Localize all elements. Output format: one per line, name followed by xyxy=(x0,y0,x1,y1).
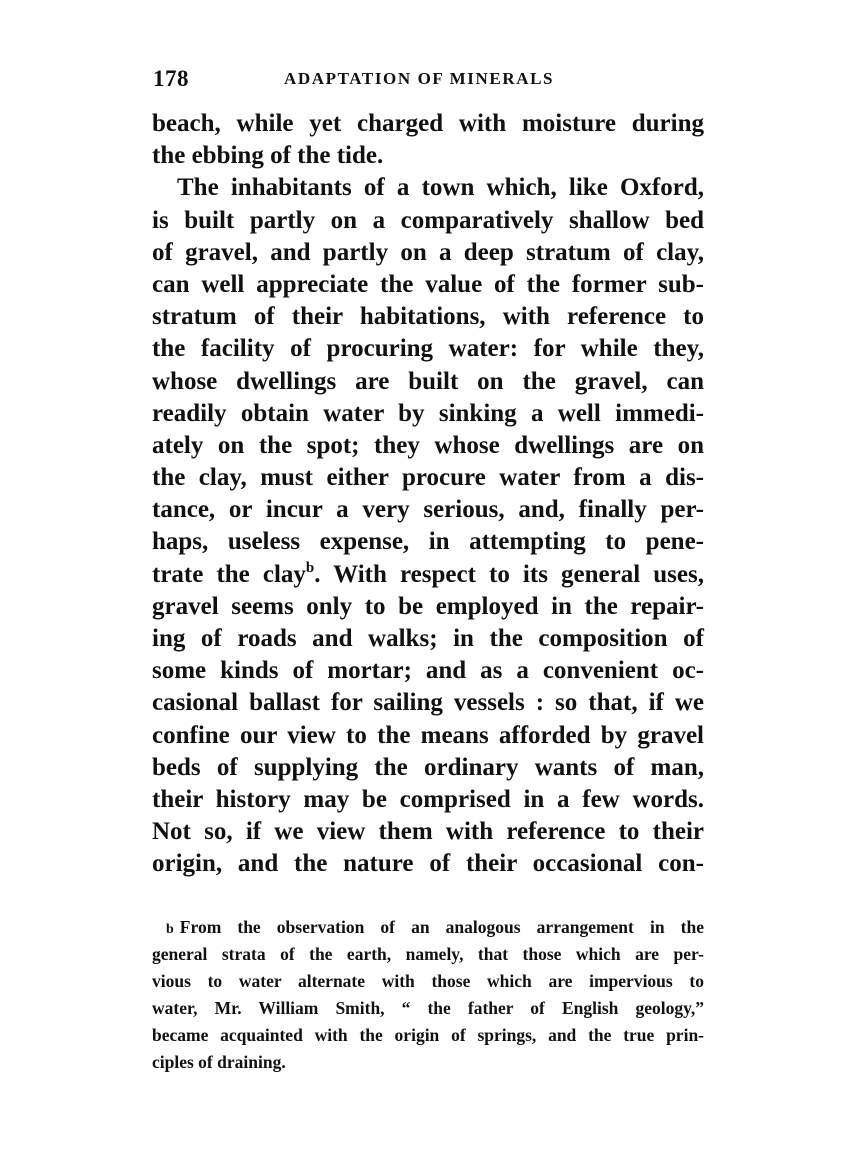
body-line: The inhabitants of a town which, like Oxford, xyxy=(177,174,704,202)
body-line: the clay, must either procure water from a dis- xyxy=(152,464,704,492)
footnote-line: water, Mr. William Smith, “ the father of English geology,” xyxy=(152,998,704,1018)
footnote-line: became acquainted with the origin of springs, and the true prin- xyxy=(152,1025,704,1045)
body-line: beach, while yet charged with moisture during xyxy=(152,110,704,137)
body-line: gravel seems only to be employed in the repair- xyxy=(152,592,704,620)
footnote xyxy=(152,914,704,1076)
body-line: casional ballast for sailing vessels : so that, if we xyxy=(152,689,704,717)
footnote-line: ciples of draining. xyxy=(152,1052,286,1072)
footnote-marker: b xyxy=(166,922,174,937)
body-line: readily obtain water by sinking a well immedi- xyxy=(152,399,704,427)
body-line: stratum of their habitations, with reference to xyxy=(152,303,704,331)
body-line: can well appreciate the value of the former sub- xyxy=(152,270,704,298)
body-line: the ebbing of the tide. xyxy=(152,142,384,170)
body-line: beds of supplying the ordinary wants of man, xyxy=(152,753,704,781)
footnote-line: general strata of the earth, namely, that those which are per- xyxy=(152,944,704,964)
body-line: origin, and the nature of their occasional con- xyxy=(152,850,704,878)
body-line-with-footnote-ref xyxy=(152,559,704,591)
footnote-reference: b xyxy=(305,559,315,576)
page-header xyxy=(153,66,703,98)
body-line: is built partly on a comparatively shallow bed xyxy=(152,206,704,234)
body-line: tance, or incur a very serious, and, finally per- xyxy=(152,496,704,524)
page-number: 178 xyxy=(153,66,189,91)
body-line: the facility of procuring water: for while they, xyxy=(152,335,704,363)
footnote-line xyxy=(152,914,704,941)
body-line: Not so, if we view them with reference to their xyxy=(152,818,704,846)
body-line: whose dwellings are built on the gravel, can xyxy=(152,367,704,395)
body-line-end: . With respect to its general uses, xyxy=(314,560,704,588)
body-line: ing of roads and walks; in the composition of xyxy=(152,625,704,652)
body-line: ately on the spot; they whose dwellings are on xyxy=(152,431,704,459)
body-line-start: trate the clay xyxy=(152,560,306,588)
body-line: haps, useless expense, in attempting to pene- xyxy=(152,528,704,556)
footnote-line-text: From the observation of an analogous arrangement in the xyxy=(179,917,704,937)
footnote-line: vious to water alternate with those which are impervious to xyxy=(152,971,704,991)
body-line: their history may be comprised in a few words. xyxy=(152,785,704,813)
body-line: confine our view to the means afforded by gravel xyxy=(152,721,704,749)
body-text xyxy=(152,108,704,881)
running-head: ADAPTATION OF MINERALS xyxy=(284,69,555,88)
body-line: some kinds of mortar; and as a convenient oc- xyxy=(152,657,704,685)
body-line: of gravel, and partly on a deep stratum of clay, xyxy=(152,238,704,266)
